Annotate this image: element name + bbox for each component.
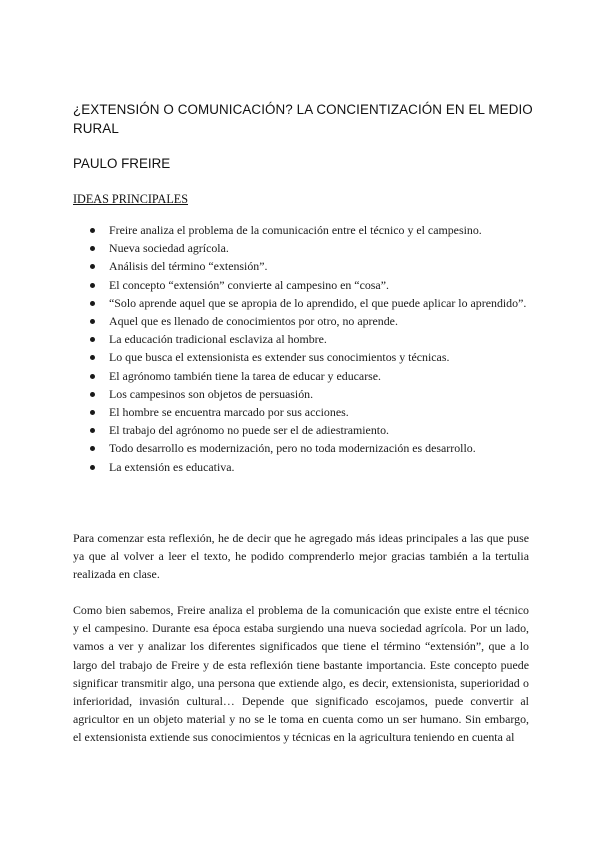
list-item [73, 221, 529, 239]
bullet-icon [90, 228, 95, 233]
bullet-icon [90, 337, 95, 342]
bullet-icon [90, 246, 95, 251]
list-item-text: El hombre se encuentra marcado por sus acciones. [109, 405, 349, 420]
bullet-icon [90, 264, 95, 269]
list-item [73, 276, 529, 294]
list-item [73, 421, 529, 439]
bullet-icon [90, 446, 95, 451]
bullet-icon [90, 374, 95, 379]
bullet-icon [90, 283, 95, 288]
bullet-icon [90, 410, 95, 415]
list-item [73, 385, 529, 403]
body-paragraph-intro: Para comenzar esta reflexión, he de decir que he agregado más ideas principales a las que puse ya que al volver a leer el texto, he podido comprenderlo mejor gracias también a la tertulia realizada en clase. [73, 531, 529, 582]
list-item [73, 312, 529, 330]
list-item-text: Los campesinos son objetos de persuasión. [109, 386, 314, 401]
list-item [73, 403, 529, 421]
list-item-text: Análisis del término “extensión”. [109, 259, 268, 274]
bullet-icon [90, 355, 95, 360]
list-item-text: Todo desarrollo es modernización, pero no toda modernización es desarrollo. [109, 441, 476, 456]
list-item [73, 439, 529, 457]
bullet-icon [90, 428, 95, 433]
bullet-icon [90, 392, 95, 397]
body-paragraph-analysis: Como bien sabemos, Freire analiza el problema de la comunicación que existe entre el técnico y el campesino. Durante esa época estaba surgiendo una nueva sociedad agrícola. Por un lado, vamos a ver y analizar los diferentes significados que tiene el término “extensión”, que a lo largo del trabajo de Freire y de esta reflexión tiene bastante importancia. Este concepto puede significar transmitir algo, una persona que extiende algo, es decir, extensionista, superioridad o inferioridad, invasión cultural… Depende que significado escojamos, puede convertir al agricultor en un objeto material y no se le toma en cuenta como un ser humano. Sin embargo, el extensionista extiende sus conocimientos y técnicas en la agricultura teniendo en cuenta al [73, 603, 529, 745]
list-item-text: Nueva sociedad agrícola. [109, 241, 229, 256]
list-item-text: Freire analiza el problema de la comunicación entre el técnico y el campesino. [109, 223, 482, 237]
list-item-text: Aquel que es llenado de conocimientos por otro, no aprende. [109, 314, 398, 329]
document-author: PAULO FREIRE [73, 156, 171, 171]
main-ideas-list [73, 221, 529, 476]
bullet-icon [90, 301, 95, 306]
list-item [73, 239, 529, 257]
document-title: ¿EXTENSIÓN O COMUNICACIÓN? LA CONCIENTIZACIÓN EN EL MEDIO RURAL [73, 102, 533, 136]
list-item-text: Lo que busca el extensionista es extender sus conocimientos y técnicas. [109, 350, 450, 365]
list-item-text: La extensión es educativa. [109, 459, 235, 474]
list-item-text: La educación tradicional esclaviza al hombre. [109, 332, 327, 347]
list-item-text: El agrónomo también tiene la tarea de educar y educarse. [109, 368, 382, 383]
list-item [73, 458, 529, 476]
list-item [73, 257, 529, 275]
bullet-icon [90, 465, 95, 470]
section-heading-main-ideas: IDEAS PRINCIPALES [73, 192, 189, 206]
list-item [73, 348, 529, 366]
list-item-text: El trabajo del agrónomo no puede ser el de adiestramiento. [109, 423, 389, 438]
list-item [73, 367, 529, 385]
list-item [73, 330, 529, 348]
list-item [73, 294, 529, 312]
list-item-text: “Solo aprende aquel que se apropia de lo aprendido, el que puede aplicar lo aprendido”. [109, 295, 527, 310]
bullet-icon [90, 319, 95, 324]
list-item-text: El concepto “extensión” convierte al campesino en “cosa”. [109, 277, 389, 292]
